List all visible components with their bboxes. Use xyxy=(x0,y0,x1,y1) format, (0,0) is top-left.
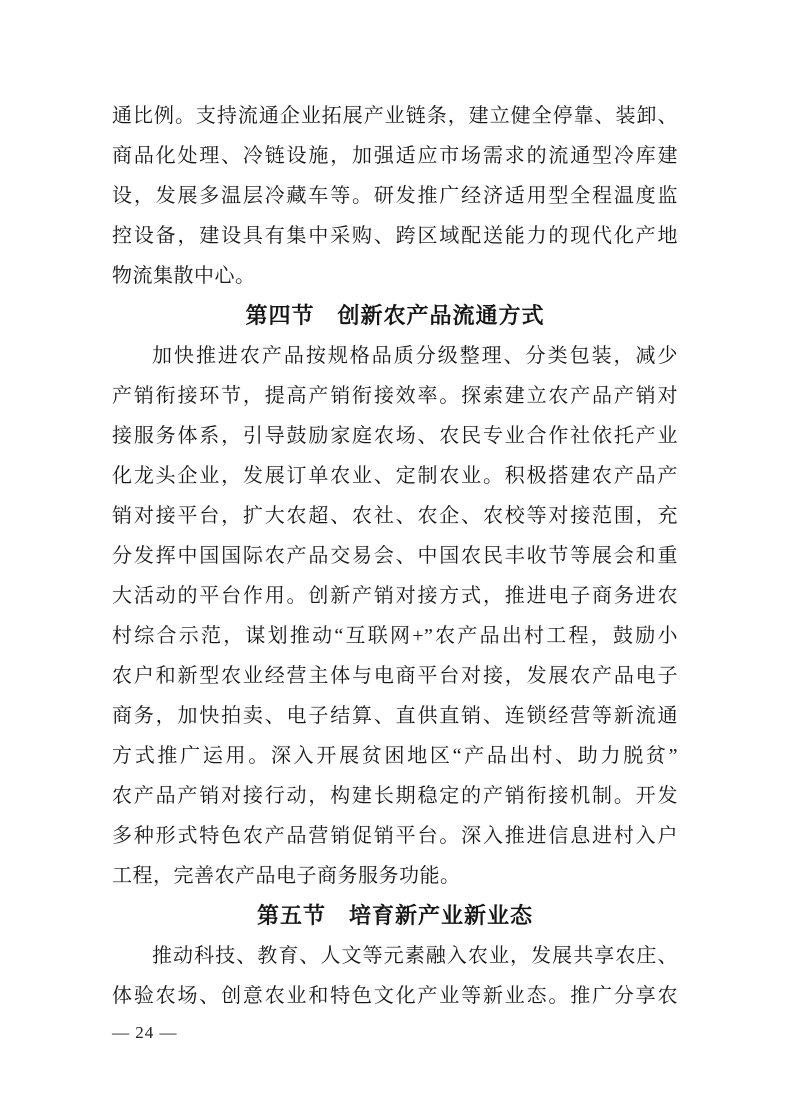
body-line: 方式推广运用。深入开展贫困地区“产品出村、助力脱贫” xyxy=(112,745,678,767)
body-line: 大活动的平台作用。创新产销对接方式，推进电子商务进农 xyxy=(112,585,678,607)
body-line: 推动科技、教育、人文等元素融入农业，发展共享农庄、 xyxy=(152,945,678,967)
body-line: 接服务体系，引导鼓励家庭农场、农民专业合作社依托产业 xyxy=(112,425,678,447)
text-column xyxy=(112,96,678,1016)
body-line: 工程，完善农产品电子商务服务功能。 xyxy=(112,865,461,887)
body-line: 加快推进农产品按规格品质分级整理、分类包装，减少 xyxy=(152,345,678,367)
body-line: 村综合示范，谋划推动“互联网+”农产品出村工程，鼓励小 xyxy=(112,625,678,647)
body-line: 分发挥中国国际农产品交易会、中国农民丰收节等展会和重 xyxy=(112,545,678,567)
section-heading-5: 第五节 培育新产业新业态 xyxy=(256,903,533,928)
body-line: 农户和新型农业经营主体与电商平台对接，发展农产品电子 xyxy=(112,665,678,687)
page-number: — 24 — xyxy=(112,1023,178,1042)
body-line: 产销衔接环节，提高产销衔接效率。探索建立农产品产销对 xyxy=(112,385,678,407)
body-line: 设，发展多温层冷藏车等。研发推广经济适用型全程温度监 xyxy=(112,185,678,207)
body-line: 物流集散中心。 xyxy=(112,265,256,287)
body-line: 商务，加快拍卖、电子结算、直供直销、连锁经营等新流通 xyxy=(112,705,678,727)
body-line: 化龙头企业，发展订单农业、定制农业。积极搭建农产品产 xyxy=(112,465,678,487)
body-line: 销对接平台，扩大农超、农社、农企、农校等对接范围，充 xyxy=(112,505,678,527)
body-line: 商品化处理、冷链设施，加强适应市场需求的流通型冷库建 xyxy=(112,145,678,167)
section-heading-4: 第四节 创新农产品流通方式 xyxy=(245,303,545,328)
body-line: 控设备，建设具有集中采购、跨区域配送能力的现代化产地 xyxy=(112,225,678,247)
body-line: 多种形式特色农产品营销促销平台。深入推进信息进村入户 xyxy=(112,825,678,847)
body-line: 农产品产销对接行动，构建长期稳定的产销衔接机制。开发 xyxy=(112,785,678,807)
body-line: 通比例。支持流通企业拓展产业链条，建立健全停靠、装卸、 xyxy=(112,105,678,127)
body-line: 体验农场、创意农业和特色文化产业等新业态。推广分享农 xyxy=(112,985,678,1007)
